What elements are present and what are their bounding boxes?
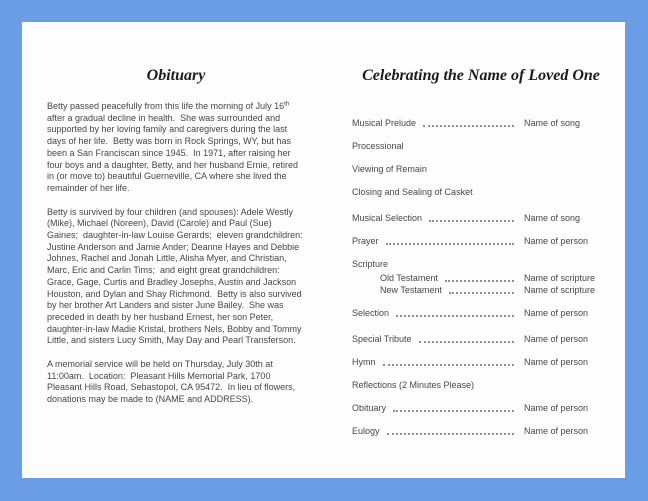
dotted-leader [387, 433, 514, 435]
service-item-closing-casket [352, 187, 610, 198]
dotted-leader [449, 292, 514, 294]
service-item-value: Name of song [524, 213, 581, 223]
service-item-obituary [352, 403, 610, 414]
dotted-leader [429, 220, 514, 222]
obituary-paragraph-2: Betty is survived by four children (and spouses): Adele Westly (Mike), Michael (Noreen), David (Carole) and Paul (Sue) Gaines; daughter-in-law Louise Gerards; eleven grandchildren: Justine Anderson and Jamie Ander; Deanne Hayes and Debbie Johnes, Rachel and Jonah Little, Alisha Myer, and Christian, Marc, Eric and Carlin Tims; and eight great grandchildren: Grace, Gage, Curtis and Bradley Josephs, Austin and Jackson Houston, and Dylan and Shay Richmond. Betty is also survived by her brother Art Landers and sister June Bailey. She was preceded in death by her husband Ernest, her son Peter, daughter-in-law Madie Kristal, brothers Nels, Bobby and Tommy Little, and sisters Lucy Smith, May Day and Pearl Transferson. [47, 206, 306, 346]
service-item-label: Processional [352, 141, 404, 151]
service-item-label: Closing and Sealing of Casket [352, 187, 473, 197]
service-item-label: Eulogy [352, 426, 380, 436]
service-title: Celebrating the Name of Loved One [362, 67, 600, 84]
service-item-old-testament [352, 273, 610, 284]
obituary-p1-continued: after a gradual decline in health. She was surrounded and supported by her loving family and caregivers during the last days of her life. Betty was born in Rock Springs, WY, but has been a San Franciscan since 1945. In 1971, after raising her four boys and a daughter, Betty, and her husband Ernie, retired in (or move to) beautiful Guerneville, CA where she lived the remainder of her life. [47, 101, 301, 193]
service-item-label: Scripture [352, 259, 389, 269]
obituary-panel [47, 66, 305, 418]
service-item-label: Prayer [352, 236, 379, 246]
service-item-musical-selection [352, 213, 610, 224]
service-item-value: Name of song [524, 118, 581, 128]
service-item-label: New Testament [380, 285, 442, 295]
dotted-leader [383, 364, 514, 366]
dotted-leader [423, 125, 514, 127]
service-item-new-testament [352, 285, 610, 296]
service-item-value: Name of person [524, 403, 589, 413]
order-of-service-panel [352, 66, 610, 449]
service-item-label: Musical Prelude [352, 118, 417, 128]
program-page [22, 22, 625, 478]
service-item-selection [352, 308, 610, 319]
obituary-p1-text: Betty passed peacefully from this life the morning of July 16 [47, 101, 285, 111]
service-item-value: Name of scripture [524, 285, 596, 295]
service-item-value: Name of person [524, 334, 589, 344]
service-item-value: Name of scripture [524, 273, 596, 283]
service-item-value: Name of person [524, 426, 589, 436]
service-item-label: Reflections (2 Minutes Please) [352, 380, 475, 390]
dotted-leader [445, 280, 514, 282]
service-item-label: Musical Selection [352, 213, 423, 223]
service-item-value: Name of person [524, 308, 589, 318]
service-item-label: Hymn [352, 357, 376, 367]
service-item-label: Old Testament [380, 273, 438, 283]
obituary-title: Obituary [146, 67, 206, 84]
service-item-label: Viewing of Remain [352, 164, 427, 174]
obituary-paragraph-1 [47, 101, 305, 195]
service-item-special-tribute [352, 334, 610, 345]
service-item-label: Obituary [352, 403, 387, 413]
dotted-leader [396, 315, 514, 317]
dotted-leader [393, 410, 514, 412]
service-item-value: Name of person [524, 357, 589, 367]
service-item-hymn [352, 357, 610, 368]
obituary-paragraph-3: A memorial service will be held on Thursday, July 30th at 11:00am. Location: Pleasant Hills Memorial Park, 1700 Pleasant Hills Road, Sebastopol, CA 95472. In lieu of flowers, donations may be made to (NAME and ADDRESS). [47, 359, 298, 405]
dotted-leader [386, 243, 514, 245]
service-item-processional [352, 141, 610, 152]
service-item-viewing-of-remain [352, 164, 610, 175]
service-item-musical-prelude [352, 118, 610, 129]
service-item-label: Selection [352, 308, 390, 318]
service-item-value: Name of person [524, 236, 589, 246]
dotted-leader [419, 341, 514, 343]
ordinal-superscript: th [284, 100, 290, 108]
service-item-reflections [352, 380, 610, 391]
service-item-scripture [352, 259, 610, 270]
service-item-label: Special Tribute [352, 334, 412, 344]
service-item-eulogy [352, 426, 610, 437]
service-item-prayer [352, 236, 610, 247]
